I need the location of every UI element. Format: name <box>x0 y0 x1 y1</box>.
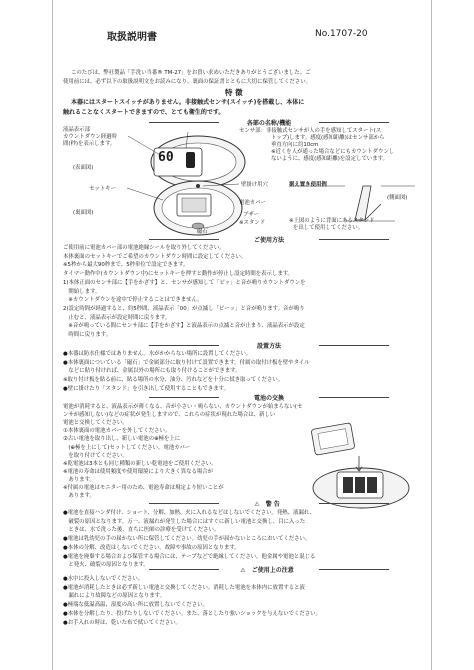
warning-heading: ⚠ 警 告 <box>149 499 389 508</box>
stand-label: ※スタンド <box>239 220 266 226</box>
front-view-caption: (表面図) <box>73 165 94 171</box>
stand-note: ※上図のように背面にあるスタンド <box>289 218 375 224</box>
battery-line: を取り付けてください。 <box>63 452 128 459</box>
stand-usage-heading: 据え置き使用例 <box>289 182 327 188</box>
warning-line: 破裂の原因となります。万一、液漏れが発生した場合にはすぐに新しい電池と交換し、目に入った <box>63 518 306 525</box>
buzzer-label: ブザー <box>243 212 260 218</box>
usage-line: 時間に戻ります。 <box>63 332 112 338</box>
warning-line: ときは、水で洗った後、直ちに医師の診療を受けてください。 <box>63 527 220 534</box>
caution-heading: ⚠ ご使用上の注意 <box>149 565 389 574</box>
battery-line: (⊕極を上にして)セットしてください。電池カバー <box>63 444 191 451</box>
sensor-desc: トップ)します。感度(感知距離)はセンサ部から <box>271 135 385 141</box>
manual-title: 取扱説明書 <box>107 32 157 43</box>
usage-line: 2)設定時間が経過すると、約5秒間、液晶表示「00」が点滅し「ピーッ」と音が鳴ります。音が鳴り <box>63 305 305 312</box>
usage-line: 本体裏面のセットキーでご希望のカウントダウン時間に設定してください。 <box>63 253 247 260</box>
countdown-label: カウントダウン経過時 <box>63 134 117 140</box>
usage-heading: ご使用方法 <box>149 235 389 244</box>
install-line: ●壁に掛けたり「スタンド」を引き出して使用することもできます。 <box>63 385 229 392</box>
usage-line: ※5秒から最大90秒まで、5秒単位で設定できます。 <box>63 262 189 269</box>
caution-line: ●水中に投入しないでください。 <box>63 576 144 582</box>
sensor-desc: 垂直方向に約10cm <box>271 142 319 148</box>
battery-heading: 電池の交換 <box>149 393 389 402</box>
battery-line: ①本体裏面の電池カバーを外してください。 <box>63 428 171 435</box>
battery-line: ンサが感知しない)などの症状が発生しますので、これらの症状が現れた場合は、新しい <box>63 412 276 419</box>
usage-line: タイマー動作中(カウントダウン中)にセットキーを押すと動作が停止し設定時間を表示します。 <box>63 271 294 278</box>
warning-line: ●電池は乳幼児の手の届かない所に保管してください。幼児の手が届かないところにおいてください。 <box>63 536 311 543</box>
warning-line: と発火、破裂の原因となります。 <box>63 562 149 569</box>
battery-line: あります。 <box>63 476 95 483</box>
sensor-desc: ないように、感度(感知距離)を設定しています。 <box>271 156 388 162</box>
sensor-desc: ※近くを人が通った場合などにもカウントダウンし <box>271 149 395 155</box>
back-view-caption: (裏面図) <box>73 210 94 216</box>
caution-line: ●電池が消耗したときは必ず新しい電池と交換してください。消耗した電池を本体内に放置すると液 <box>63 584 305 591</box>
usage-line: 止むと、液晶表示が設定時間に戻ります。 <box>63 314 171 321</box>
side-view-caption: (側面図) <box>387 195 408 201</box>
usage-line: 開始します。 <box>63 288 101 295</box>
battery-line: あります。 <box>63 493 95 500</box>
warning-line: ●電池を直接ハンダ付け、ショート、分解、加熱、火に入れるなどはしないでください。発熱、液漏れ、 <box>63 510 315 516</box>
usage-line: 1)本体正面のセンサ部に【手をかざす】と、センサが感知して「ピッ」と音が鳴りカウントダウンを <box>63 279 306 286</box>
parts-heading: 各部の名称/機能 <box>149 118 389 127</box>
usage-line: ※音が鳴っている間にセンサ部に【手をかざす】と液晶表示の点滅と音が止まり、液晶表示が設定 <box>63 323 305 330</box>
battery-line: ※電池の寿命は使用頻度や使用環境により大きく異なる場合が <box>63 468 214 475</box>
battery-line: ※乾電池は3本とも同じ種類の新しい乾電池をご使用ください。 <box>63 460 217 467</box>
sensor-desc: センサ部：非接触式センサが人の手を感知してスタート(ス <box>239 128 382 134</box>
display-digits: 60 <box>158 150 174 165</box>
stand-note: を出して使用してください。 <box>293 225 364 231</box>
warning-line: ●電池を廃棄する場合および保管する場合には、テープなどで絶縁してください。他金属や電池と混じる <box>63 553 316 560</box>
feature-line: 触れることなくスタートできますので、とても衛生的です。 <box>63 109 225 116</box>
battery-cover-label: 電池カバー <box>239 200 266 206</box>
battery-line: 電池が消耗すると、液晶表示が薄くなる、音が小さい・鳴らない、カウントダウンが始まらない(セ <box>63 404 303 410</box>
usage-line: ご使用前に電池カバー部の電池絶縁シールを取り外してください。 <box>63 245 225 251</box>
wall-hole-label: 壁掛け用穴 <box>241 182 268 188</box>
caution-line: ●極端な低温高温、湿度の高い所に放置しないでください。 <box>63 602 208 609</box>
install-line: などに貼り付ければ、金属以外の場所にも取り付けることができます。 <box>63 368 241 375</box>
countdown-label: 間(秒)を表示します。 <box>63 141 116 147</box>
install-line: ※取り付け板を貼る前に、貼る場所の水分、油分、汚れなどを十分に拭き取ってください。 <box>63 377 284 384</box>
install-heading: 設置方法 <box>149 341 389 350</box>
feature-line: 本器にはスタートスイッチがありません。非接触式センサ(スイッチ)を搭載し、本体に <box>71 99 305 106</box>
caution-line: ●本体を分解したり、投げたりしないでください。また、落としたり強いショックを与えないでください。 <box>63 610 321 617</box>
magnet-label: 磁石 <box>197 229 208 235</box>
battery-line: 電池と交換してください。 <box>63 420 128 427</box>
display-label: 液晶表示部 <box>63 127 90 133</box>
battery-line: ②古い電池を取り出し、新しい電池の⊕極を上に <box>63 436 181 443</box>
set-key-label: セットキー <box>89 186 116 192</box>
feature-heading: 特 徴 <box>225 88 243 97</box>
caution-line: ●お手入れの時は、乾いた布で拭いてください。 <box>63 619 181 626</box>
usage-line: ※カウントダウンを途中で停止することはできません。 <box>63 297 203 304</box>
install-line: ●本器は防水仕様ではありません。水がかからない場所に設置してください。 <box>63 351 252 357</box>
intro-line: 使用前には、必ず以下の取扱説明文をお読みになり、裏面の保証書とともに大切に保管してください。 <box>63 79 311 85</box>
install-line: ●本体裏面についている「磁石」で金属部分に取り付けて設置できます。付属の取付け板を壁やタイル <box>63 359 310 366</box>
intro-line: このたびは、弊社製品「手洗い当番® TM-27」をお買い求めいただきありがとうございました。ご <box>71 70 311 76</box>
warning-line: ●本体の分解、改造はしないでください。故障や事故の原因となります。 <box>63 544 240 551</box>
manual-page <box>52 0 432 670</box>
caution-line: 漏れにより故障などの原因となります。 <box>63 593 165 600</box>
battery-line: ※付属の電池はモニター用のため、電池寿命は規定より短いことが <box>63 485 224 491</box>
model-number: No.1707-20 <box>315 29 368 39</box>
